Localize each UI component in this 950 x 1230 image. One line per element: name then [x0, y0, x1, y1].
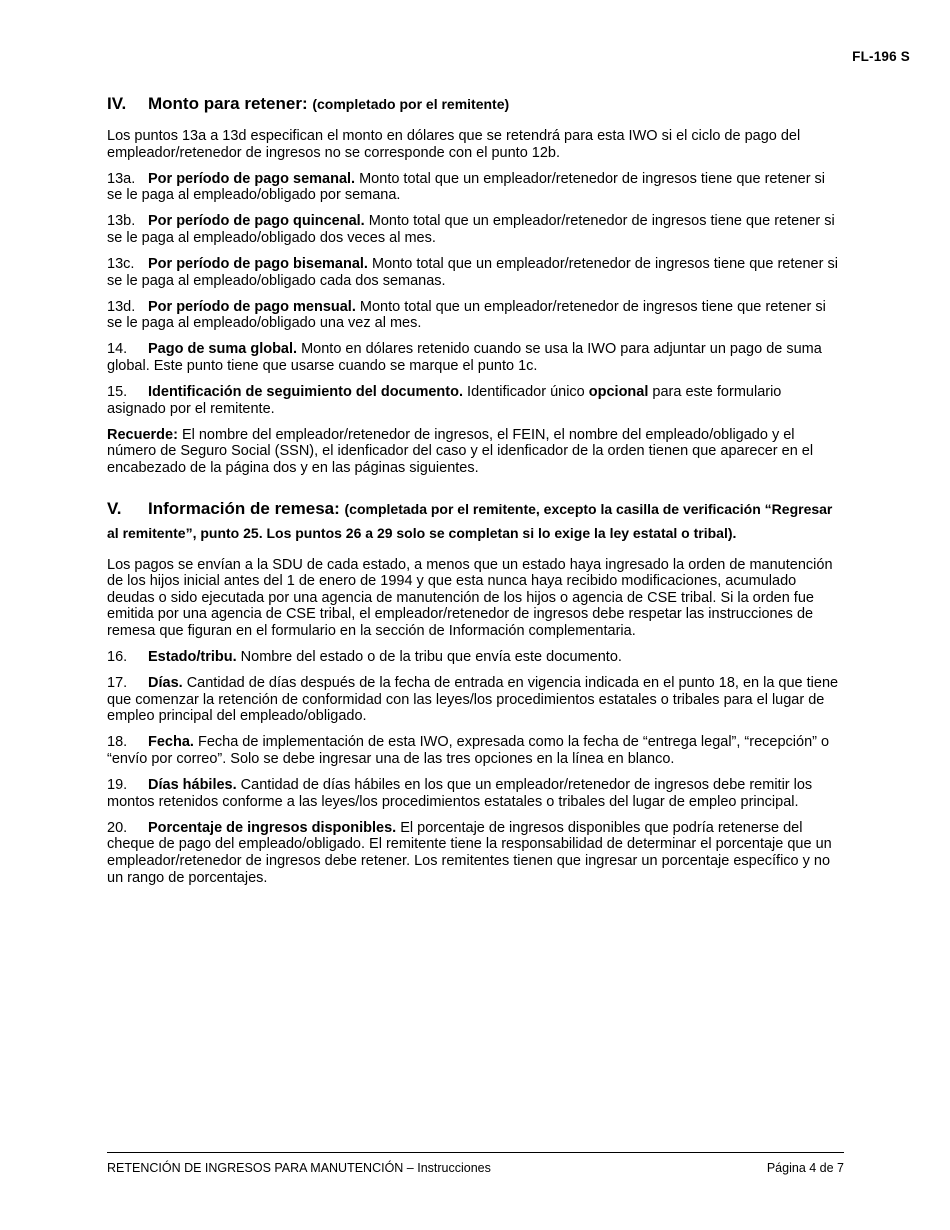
- footer-document-title: RETENCIÓN DE INGRESOS PARA MANUTENCIÓN – Instrucciones: [107, 1161, 491, 1175]
- footer-divider: [107, 1152, 844, 1153]
- para-items-13-intro: Los puntos 13a a 13d especifican el monto en dólares que se retendrá para esta IWO si el ciclo de pago del empleador/retenedor de ingresos no se corresponde con el punto 12b.: [107, 128, 801, 161]
- para-remittance-intro: Los pagos se envían a la SDU de cada estado, a menos que un estado haya ingresado la orden de manutención de los hijos inicial antes del 1 de enero de 1994 y que esta nunca haya recibido modificaciones, acumulado deudas o sido ejecutada por una agencia de manutención de los hijos o agencia de CSE tribal. Si la orden fue emitida por una agencia de CSE tribal, el empleador/retenedor de ingresos debe respetar las instrucciones de remesa que figuran en el formulario en la sección de Información complementaria.: [107, 556, 833, 639]
- document-content: [107, 92, 844, 896]
- section-iv-heading: IV. Monto para retener: (completado por el remitente): [107, 94, 510, 113]
- item-18: 18. Fecha. Fecha de implementación de esta IWO, expresada como la fecha de “entrega legal”, “recepción” o “envío por correo”. Solo se debe ingresar una de las tres opciones en la línea en blanco.: [107, 734, 830, 768]
- note-recuerde: Recuerde: El nombre del empleador/retenedor de ingresos, el FEIN, el nombre del empleado/obligado y el número de Seguro Social (SSN), el idenficador del caso y el idenficador de la orden tienen que aparecer en el encabezado de la página dos y en las páginas siguientes.: [107, 426, 814, 476]
- item-19: 19. Días hábiles. Cantidad de días hábiles en los que un empleador/retenedor de ingresos debe remitir los montos retenidos conforme a las leyes/los procedimientos estatales o tribales del lugar de empleo principal.: [107, 777, 813, 810]
- item-13a: 13a. Por período de pago semanal. Monto total que un empleador/retenedor de ingresos tiene que retener si se le paga al empleado/obligado por semana.: [107, 170, 826, 204]
- form-number: FL-196 S: [852, 49, 910, 64]
- item-16: 16. Estado/tribu. Nombre del estado o de la tribu que envía este documento.: [107, 649, 622, 666]
- item-13c: 13c. Por período de pago bisemanal. Monto total que un empleador/retenedor de ingresos tiene que retener si se le paga al empleado/obligado cada dos semanas.: [107, 256, 838, 289]
- item-20: 20. Porcentaje de ingresos disponibles. El porcentaje de ingresos disponibles que podría retenerse del cheque de pago del empleado/obligado. El remitente tiene la responsabilidad de determinar el porcentaje que un empleador/retenedor de ingresos debe retener. Los remitentes tienen que ingresar un porcentaje específico y no un rango de porcentajes.: [107, 819, 832, 886]
- item-13b: 13b. Por período de pago quincenal. Monto total que un empleador/retenedor de ingresos tiene que retener si se le paga al empleado/obligado dos veces al mes.: [107, 213, 835, 246]
- item-13d: 13d. Por período de pago mensual. Monto total que un empleador/retenedor de ingresos tiene que retener si se le paga al empleado/obligado una vez al mes.: [107, 298, 826, 332]
- item-15: 15. Identificación de seguimiento del documento. Identificador único opcional para este formulario asignado por el remitente.: [107, 384, 782, 417]
- section-v-heading: V. Información de remesa: (completada por el remitente, excepto la casilla de verificación “Regresar al remitente”, punto 25. Los puntos 26 a 29 solo se completan si lo exige la ley estatal o tribal).: [107, 498, 833, 541]
- item-17: 17. Días. Cantidad de días después de la fecha de entrada en vigencia indicada en el punto 18, en la que tiene que comenzar la retención de conformidad con las leyes/los procedimientos estatales o tribales para el lugar de empleo principal del empleado/obligado.: [107, 675, 839, 725]
- footer-page-number: Página 4 de 7: [766, 1161, 844, 1175]
- item-14: 14. Pago de suma global. Monto en dólares retenido cuando se usa la IWO para adjuntar un pago de suma global. Este punto tiene que usarse cuando se marque el punto 1c.: [107, 341, 822, 375]
- page-footer: [107, 1161, 844, 1175]
